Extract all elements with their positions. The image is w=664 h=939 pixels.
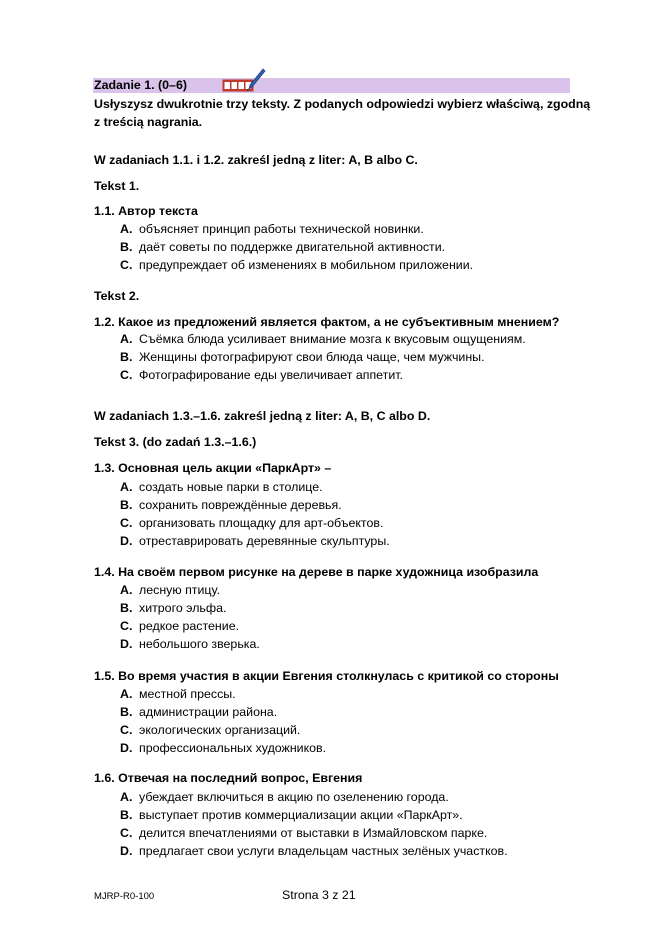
question-1-4: 1.4. На своём первом рисунке на дереве в парке художница изобразила: [94, 565, 539, 579]
question-1-3: 1.3. Основная цель акции «ПаркАрт» –: [94, 461, 332, 475]
option-1-5-d[interactable]: D. профессиональных художников.: [120, 741, 327, 755]
option-1-4-d[interactable]: D. небольшого зверька.: [120, 637, 260, 651]
footer-page-number: Strona 3 z 21: [282, 888, 356, 902]
text-2-label: Tekst 2.: [94, 289, 140, 303]
question-1-2: 1.2. Какое из предложений является фактом, а не субъективным мнением?: [94, 315, 560, 329]
option-1-6-c[interactable]: C. делится впечатлениями от выставки в Измайловском парке.: [120, 826, 488, 840]
option-1-3-c[interactable]: C. организовать площадку для арт-объектов.: [120, 516, 384, 530]
option-1-3-b[interactable]: B. сохранить повреждённые деревья.: [120, 498, 342, 512]
instruction-2: W zadaniach 1.3.–1.6. zakreśl jedną z liter: A, B, C albo D.: [94, 409, 431, 423]
task-title: Zadanie 1. (0–6): [94, 78, 187, 92]
option-1-1-b[interactable]: B. даёт советы по поддержке двигательной активности.: [120, 240, 446, 254]
question-1-6: 1.6. Отвечая на последний вопрос, Евгения: [94, 771, 363, 785]
option-1-5-b[interactable]: B. администрации района.: [120, 705, 278, 719]
pen-icon: [246, 68, 266, 92]
option-1-3-a[interactable]: A. создать новые парки в столице.: [120, 480, 323, 494]
text-3-label: Tekst 3. (do zadań 1.3.–1.6.): [94, 435, 257, 449]
option-1-3-d[interactable]: D. отреставрировать деревянные скульптуры.: [120, 534, 390, 548]
option-1-2-a[interactable]: A. Съёмка блюда усиливает внимание мозга к вкусовым ощущениям.: [120, 332, 526, 346]
option-1-6-b[interactable]: B. выступает против коммерциализации акции «ПаркАрт».: [120, 808, 463, 822]
option-1-5-a[interactable]: A. местной прессы.: [120, 687, 236, 701]
option-1-1-c[interactable]: C. предупреждает об изменениях в мобильном приложении.: [120, 258, 474, 272]
question-1-5: 1.5. Во время участия в акции Евгения столкнулась с критикой со стороны: [94, 669, 559, 683]
option-1-2-c[interactable]: C. Фотографирование еды увеличивает аппетит.: [120, 368, 404, 382]
footer-exam-code: MJRP-R0-100: [94, 891, 155, 902]
question-1-1: 1.1. Автор текста: [94, 204, 198, 218]
option-1-4-a[interactable]: A. лесную птицу.: [120, 583, 220, 597]
option-1-6-a[interactable]: A. убеждает включиться в акцию по озеленению города.: [120, 790, 449, 804]
text-1-label: Tekst 1.: [94, 179, 140, 193]
option-1-4-c[interactable]: C. редкое растение.: [120, 619, 240, 633]
option-1-2-b[interactable]: B. Женщины фотографируют свои блюда чаще, чем мужчины.: [120, 350, 485, 364]
instruction-1: W zadaniach 1.1. i 1.2. zakreśl jedną z liter: A, B albo C.: [94, 153, 418, 167]
option-1-1-a[interactable]: A. объясняет принцип работы технической новинки.: [120, 222, 424, 236]
option-1-6-d[interactable]: D. предлагает свои услуги владельцам частных зелёных участков.: [120, 844, 508, 858]
option-1-4-b[interactable]: B. хитрого эльфа.: [120, 601, 227, 615]
task-intro: Usłyszysz dwukrotnie trzy teksty. Z podanych odpowiedzi wybierz właściwą, zgodną z treścią nagrania.: [94, 97, 591, 129]
option-1-5-c[interactable]: C. экологических организаций.: [120, 723, 301, 737]
